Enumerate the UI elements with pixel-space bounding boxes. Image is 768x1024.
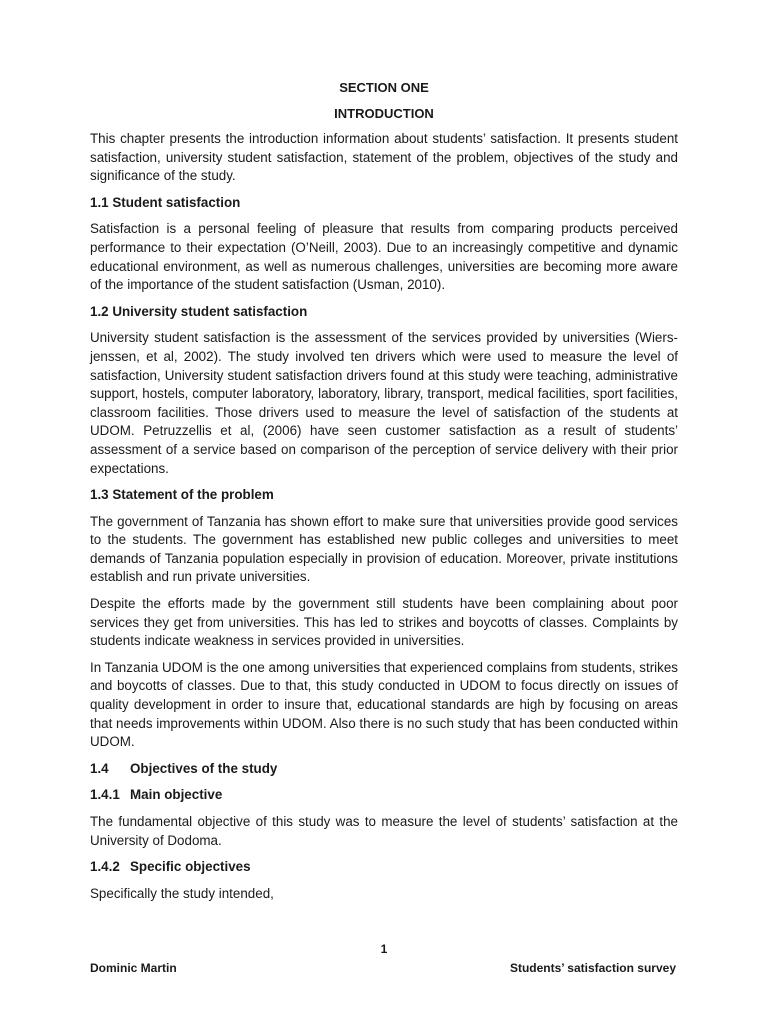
heading-student-satisfaction: 1.1 Student satisfaction: [90, 194, 241, 210]
chapter-title: INTRODUCTION: [334, 106, 434, 121]
document-page: [90, 0, 678, 1024]
page-number: 1: [380, 942, 388, 956]
paragraph-student-satisfaction: Satisfaction is a personal feeling of pleasure that results from comparing products perceived performance to their expectation (O’Neill, 2003). Due to an increasingly competitive and dynamic educational environment, as well as numerous challenges, universities are becoming more aware of the importance of the student satisfaction (Usman, 2010).: [90, 221, 678, 293]
paragraph-problem-1: The government of Tanzania has shown effort to make sure that universities provide good services to the students. The government has established new public colleges and universities to meet demands of Tanzania population especially in provision of education. Moreover, private institutions establish and run private universities.: [90, 513, 678, 585]
footer-document-title: Students’ satisfaction survey: [509, 961, 676, 975]
document-body: [90, 130, 678, 911]
paragraph-problem-2: Despite the efforts made by the government still students have been complaining about poor services they get from universities. This has led to strikes and boycotts of classes. Complaints by students indicate weakness in services provided in universities.: [90, 596, 678, 649]
paragraph-main-objective: The fundamental objective of this study was to measure the level of students’ satisfaction at the University of Dodoma.: [90, 814, 678, 848]
paragraph-problem-3: In Tanzania UDOM is the one among universities that experienced complains from students, strikes and boycotts of classes. Due to that, this study conducted in UDOM to focus directly on issues of quality development in order to insure that, educational standards are high by focusing on areas that needs improvements within UDOM. Also there is no such study that has been conducted within UDOM.: [90, 659, 679, 750]
paragraph-specific-objectives: Specifically the study intended,: [90, 885, 274, 901]
heading-objectives: [90, 760, 678, 779]
footer-author: Dominic Martin: [90, 961, 177, 975]
section-label: SECTION ONE: [339, 80, 429, 95]
heading-specific-objectives-title: Specific objectives: [130, 859, 251, 875]
heading-main-objective-title: Main objective: [130, 787, 223, 803]
heading-university-student-satisfaction: 1.2 University student satisfaction: [90, 303, 308, 319]
heading-main-objective: [90, 786, 678, 805]
intro-paragraph: This chapter presents the introduction information about students’ satisfaction. It presents student satisfaction, university student satisfaction, statement of the problem, objectives of the study and significance of the study.: [90, 131, 678, 184]
heading-specific-objectives: [90, 858, 678, 877]
heading-main-objective-number: 1.4.1: [90, 787, 120, 803]
heading-statement-of-problem: 1.3 Statement of the problem: [90, 487, 274, 503]
heading-specific-objectives-number: 1.4.2: [90, 859, 120, 875]
heading-objectives-number: 1.4: [90, 760, 109, 776]
paragraph-university-student-satisfaction: University student satisfaction is the assessment of the services provided by universities (Wiers-jenssen, et al, 2002). The study involved ten drivers which were used to measure the level of satisfaction, University student satisfaction drivers found at this study were teaching, administrative support, hostels, computer laboratory, laboratory, library, transport, medical facilities, sport facilities, classroom facilities. Those drivers used to measure the level of satisfaction of the students at UDOM. Petruzzellis et al, (2006) have seen customer satisfaction as a result of students’ assessment of a service based on comparison of the perception of service delivery with their prior expectations.: [90, 330, 678, 476]
heading-objectives-title: Objectives of the study: [130, 760, 278, 776]
